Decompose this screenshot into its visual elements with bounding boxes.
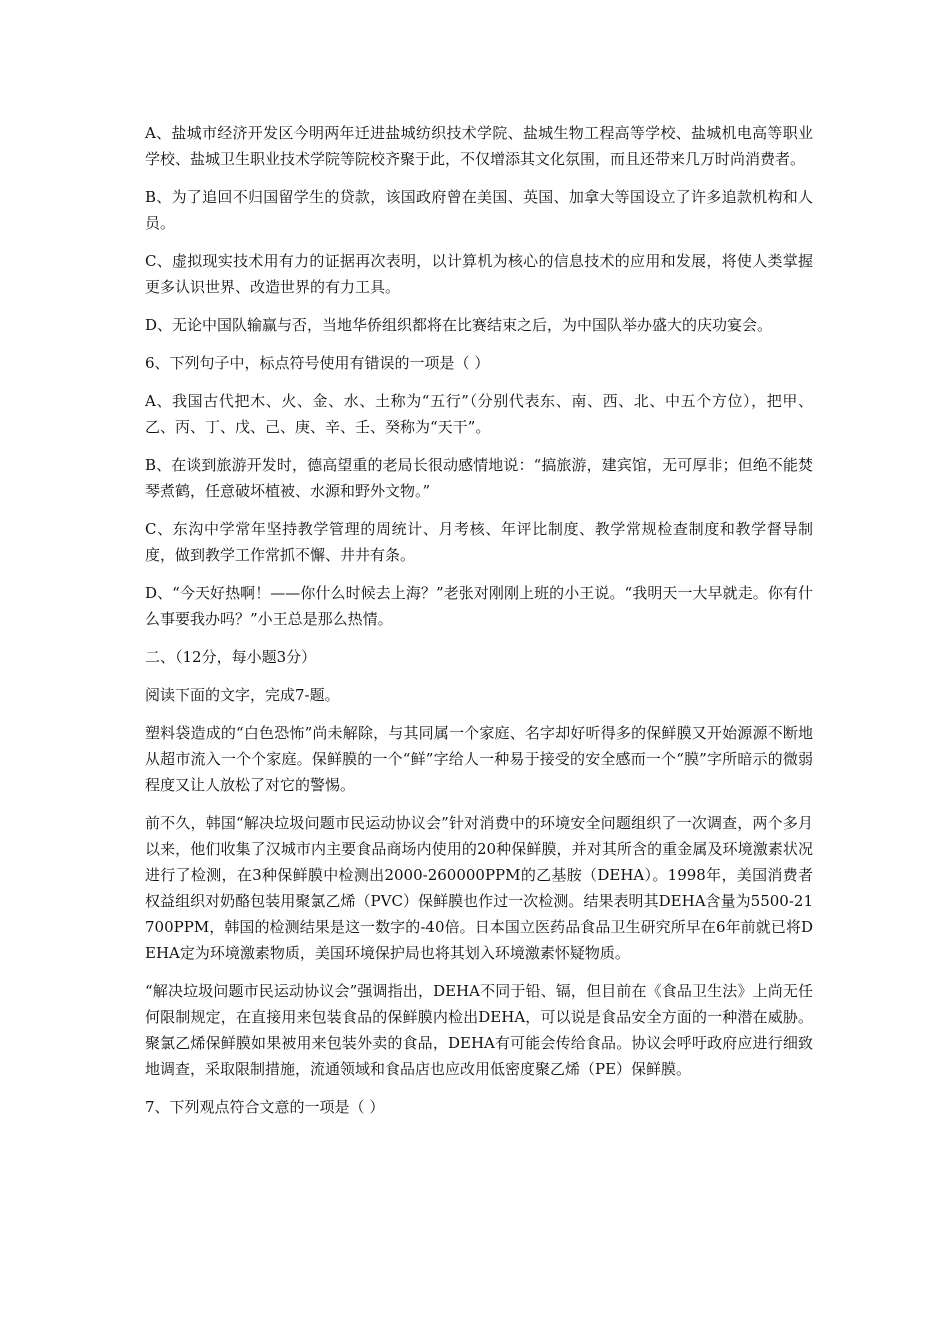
section-2-heading: 二、（12分，每小题3分） (145, 648, 317, 666)
option-5b-paragraph: B、为了追回不归国留学生的贷款，该国政府曾在美国、英国、加拿大等国设立了许多追款机构和人员。 (145, 188, 813, 232)
option-6d-paragraph: D、“今天好热啊！——你什么时候去上海？”老张对刚刚上班的小王说。“我明天一大早就走。你有什么事要我办吗？”小王总是那么热情。 (145, 584, 813, 628)
passage-paragraph-1: 塑料袋造成的“白色恐怖”尚未解除，与其同属一个家庭、名字却好听得多的保鲜膜又开始源源不断地从超市流入一个个家庭。保鲜膜的一个“鲜”字给人一种易于接受的安全感而一个“膜”字所暗示的微弱程度又让人放松了对它的警惕。 (145, 724, 813, 794)
reading-instruction: 阅读下面的文字，完成7-题。 (145, 686, 340, 704)
question-7-stem: 7、下列观点符合文意的一项是（ ） (145, 1098, 385, 1116)
option-5d-paragraph: D、无论中国队输赢与否，当地华侨组织都将在比赛结束之后，为中国队举办盛大的庆功宴会。 (145, 316, 773, 334)
question-6-stem: 6、下列句子中，标点符号使用有错误的一项是（ ） (145, 354, 490, 372)
option-6a-paragraph: A、我国古代把木、火、金、水、土称为“五行”（分别代表东、南、西、北、中五个方位），把甲、乙、丙、丁、戊、己、庚、辛、壬、癸称为“天干”。 (145, 392, 813, 436)
passage-paragraph-2: 前不久，韩国“解决垃圾问题市民运动协议会”针对消费中的环境安全问题组织了一次调查，两个多月以来，他们收集了汉城市内主要食品商场内使用的20种保鲜膜，并对其所含的重金属及环境激素状况进行了检测，在3种保鲜膜中检测出2000-260000PPM的乙基胺（DEHA）。1998年，美国消费者权益组织对奶酪包装用聚氯乙烯（PVC）保鲜膜也作过一次检测。结果表明其DEHA含量为5500-21700PPM，韩国的检测结果是这一数字的-40倍。日本国立医药品食品卫生研究所早在6年前就已将DEHA定为环境激素物质，美国环境保护局也将其划入环境激素怀疑物质。 (145, 814, 813, 962)
option-5a-paragraph: A、盐城市经济开发区今明两年迁进盐城纺织技术学院、盐城生物工程高等学校、盐城机电高等职业学校、盐城卫生职业技术学院等院校齐聚于此，不仅增添其文化氛围，而且还带来几万时尚消费者。 (145, 124, 813, 168)
option-6c-paragraph: C、东沟中学常年坚持教学管理的周统计、月考核、年评比制度、教学常规检查制度和教学督导制度，做到教学工作常抓不懈、井井有条。 (145, 520, 813, 564)
option-6b-paragraph: B、在谈到旅游开发时，德高望重的老局长很动感情地说：“搞旅游，建宾馆，无可厚非；但绝不能焚琴煮鹤，任意破坏植被、水源和野外文物。” (145, 456, 813, 500)
document-page (145, 120, 813, 1132)
passage-paragraph-3: “解决垃圾问题市民运动协议会”强调指出，DEHA不同于铅、镉，但目前在《食品卫生法》上尚无任何限制规定，在直接用来包装食品的保鲜膜内检出DEHA，可以说是食品安全方面的一种潜在威胁。聚氯乙烯保鲜膜如果被用来包装外卖的食品，DEHA有可能会传给食品。协议会呼吁政府应进行细致地调查，采取限制措施，流通领域和食品店也应改用低密度聚乙烯（PE）保鲜膜。 (145, 982, 813, 1078)
option-5c-paragraph: C、虚拟现实技术用有力的证据再次表明，以计算机为核心的信息技术的应用和发展，将使人类掌握更多认识世界、改造世界的有力工具。 (145, 252, 813, 296)
